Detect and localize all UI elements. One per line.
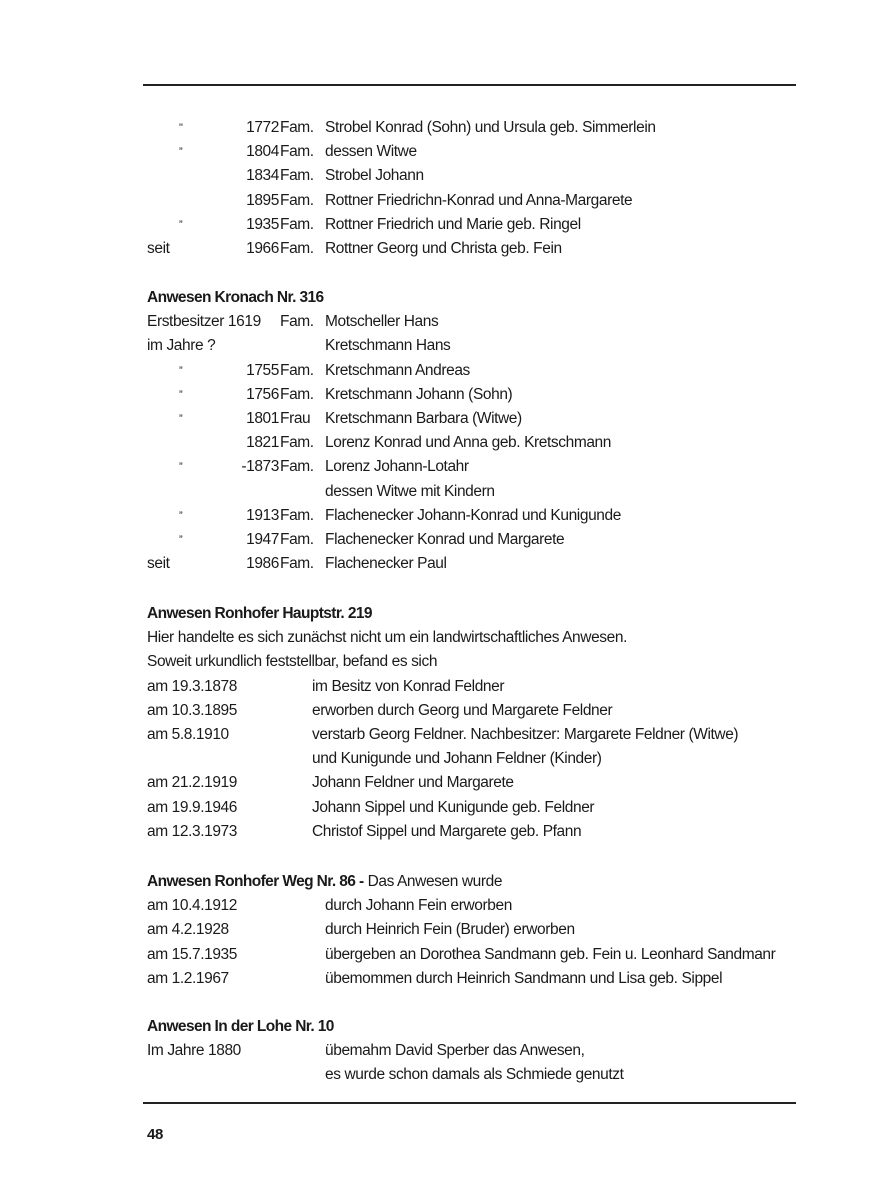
row-year: 1986: [246, 555, 279, 573]
row-text: Johann Sippel und Kunigunde geb. Feldner: [312, 798, 595, 816]
section-heading: Anwesen Ronhofer Weg Nr. 86 -: [147, 873, 364, 890]
row-text: Rottner Georg und Christa geb. Fein: [325, 239, 562, 257]
ditto-mark: ”: [179, 509, 183, 522]
text-line: [147, 967, 807, 991]
text-line: [147, 894, 807, 918]
ditto-mark: ”: [179, 461, 183, 474]
row-text: Kretschmann Hans: [325, 337, 451, 355]
section-in-der-lohe-10: [147, 1015, 807, 1088]
text-line: [147, 504, 807, 528]
ditto-mark: ”: [179, 533, 183, 546]
row-title: Fam.: [280, 458, 314, 476]
row-date: am 19.3.1878: [147, 677, 237, 695]
text-line: [147, 1039, 807, 1063]
row-year: 1935: [246, 215, 279, 233]
row-date: am 19.9.1946: [147, 798, 237, 816]
section-heading: Anwesen Ronhofer Hauptstr. 219: [147, 605, 372, 622]
row-title: Frau: [280, 409, 311, 427]
row-year: 1834: [246, 167, 279, 185]
row-year: 1895: [246, 191, 279, 209]
text-line: [147, 747, 807, 771]
text-line: [147, 528, 807, 552]
text-line: [147, 626, 807, 650]
row-year: 1756: [246, 385, 279, 403]
row-date: am 15.7.1935: [147, 945, 237, 963]
text-line: [147, 480, 807, 504]
row-text: Kretschmann Barbara (Witwe): [325, 409, 522, 427]
row-title: Fam.: [280, 191, 314, 209]
row-text: Flachenecker Johann-Konrad und Kunigunde: [325, 506, 621, 524]
ditto-mark: ”: [179, 388, 183, 401]
text-line: [147, 602, 807, 626]
row-year: 1772: [246, 119, 279, 136]
row-text: durch Heinrich Fein (Bruder) erworben: [325, 921, 575, 939]
text-line: [147, 310, 807, 334]
row-text: Lorenz Johann-Lotahr: [325, 458, 469, 476]
row-title: Fam.: [280, 143, 314, 161]
row-text: Johann Feldner und Margarete: [312, 774, 514, 792]
row-text: und Kunigunde und Johann Feldner (Kinder): [312, 750, 602, 768]
row-date: Im Jahre 1880: [147, 1042, 241, 1060]
row-title: Fam.: [280, 530, 314, 548]
row-title: Fam.: [280, 434, 314, 452]
row-text: Flachenecker Paul: [325, 555, 447, 573]
text-line: [147, 723, 807, 747]
section-kronach-316: [147, 286, 807, 576]
row-label: seit: [147, 555, 170, 573]
text-line: [147, 189, 807, 213]
row-title: Fam.: [280, 119, 314, 136]
row-date: am 1.2.1967: [147, 969, 229, 987]
row-title: Fam.: [280, 215, 314, 233]
row-text: im Besitz von Konrad Feldner: [312, 677, 505, 695]
row-text: Christof Sippel und Margarete geb. Pfann: [312, 822, 582, 840]
text-line: [147, 383, 807, 407]
row-title: Fam.: [280, 385, 314, 403]
text-line: [147, 771, 807, 795]
row-text: übemommen durch Heinrich Sandmann und Lisa geb. Sippel: [325, 969, 723, 987]
section-ownership-list: [147, 116, 807, 261]
row-text: Rottner Friedrichn-Konrad und Anna-Margarete: [325, 191, 633, 209]
text-line: [147, 870, 807, 894]
row-year: -1873: [241, 458, 279, 476]
row-year: 1755: [246, 361, 279, 379]
text-line: [147, 1015, 807, 1039]
heading-continuation: Das Anwesen wurde: [367, 873, 503, 890]
row-text: dessen Witwe: [325, 143, 417, 161]
row-title: Fam.: [280, 167, 314, 185]
row-label: Erstbesitzer 1619: [147, 313, 261, 331]
text-line: [147, 820, 807, 844]
text-line: [147, 407, 807, 431]
row-text: durch Johann Fein erworben: [325, 897, 512, 915]
row-text: übergeben an Dorothea Sandmann geb. Fein u. Leonhard Sandmanr: [325, 945, 776, 963]
row-title: Fam.: [280, 239, 314, 257]
row-date: am 10.3.1895: [147, 701, 237, 719]
row-text: Strobel Konrad (Sohn) und Ursula geb. Simmerlein: [325, 119, 656, 136]
ditto-mark: ”: [179, 146, 183, 159]
row-year: 1821: [246, 434, 279, 452]
row-text: verstarb Georg Feldner. Nachbesitzer: Margarete Feldner (Witwe): [312, 725, 739, 743]
row-text: übemahm David Sperber das Anwesen,: [325, 1042, 585, 1060]
row-title: Fam.: [280, 555, 314, 573]
row-text: Kretschmann Johann (Sohn): [325, 385, 513, 403]
text-line: [147, 359, 807, 383]
section-heading: Anwesen Kronach Nr. 316: [147, 289, 324, 306]
text-line: [147, 650, 807, 674]
text-line: [147, 918, 807, 942]
row-title: Fam.: [280, 361, 314, 379]
section-ronhofer-weg-86: [147, 870, 807, 991]
row-date: am 10.4.1912: [147, 897, 237, 915]
text-line: [147, 237, 807, 261]
page-number: 48: [147, 1126, 163, 1143]
row-text: erworben durch Georg und Margarete Feldner: [312, 701, 613, 719]
text-line: [147, 943, 807, 967]
text-line: [147, 552, 807, 576]
row-label: im Jahre ?: [147, 337, 216, 355]
intro-text: Soweit urkundlich feststellbar, befand es sich: [147, 653, 438, 671]
row-date: am 21.2.1919: [147, 774, 237, 792]
text-line: [147, 164, 807, 188]
row-text: es wurde schon damals als Schmiede genutzt: [325, 1066, 624, 1084]
row-year: 1966: [246, 239, 279, 257]
ditto-mark: ": [179, 122, 183, 134]
text-line: [147, 455, 807, 479]
row-year: 1801: [246, 409, 279, 427]
intro-text: Hier handelte es sich zunächst nicht um ein landwirtschaftliches Anwesen.: [147, 629, 627, 647]
row-text: dessen Witwe mit Kindern: [325, 482, 495, 500]
text-line: [147, 213, 807, 237]
row-date: am 4.2.1928: [147, 921, 229, 939]
text-line: [147, 699, 807, 723]
row-text: Rottner Friedrich und Marie geb. Ringel: [325, 215, 581, 233]
row-text: Motscheller Hans: [325, 313, 439, 331]
text-line: [147, 116, 807, 140]
text-line: [147, 334, 807, 358]
section-heading: Anwesen In der Lohe Nr. 10: [147, 1018, 334, 1035]
ditto-mark: ”: [179, 364, 183, 377]
row-title: Fam.: [280, 506, 314, 524]
row-text: Flachenecker Konrad und Margarete: [325, 530, 565, 548]
text-line: [147, 1063, 807, 1087]
row-date: am 12.3.1973: [147, 822, 237, 840]
text-line: [147, 675, 807, 699]
row-label: seit: [147, 239, 170, 257]
ditto-mark: ”: [179, 412, 183, 425]
ditto-mark: ”: [179, 218, 183, 231]
section-ronhofer-hauptstr-219: [147, 602, 807, 844]
text-line: [147, 796, 807, 820]
row-year: 1804: [246, 143, 279, 161]
text-line: [147, 140, 807, 164]
row-year: 1947: [246, 530, 279, 548]
row-date: am 5.8.1910: [147, 725, 229, 743]
bottom-rule: [143, 1102, 796, 1104]
top-rule: [143, 84, 796, 86]
text-line: [147, 431, 807, 455]
text-line: [147, 286, 807, 310]
row-text: Lorenz Konrad und Anna geb. Kretschmann: [325, 434, 611, 452]
row-title: Fam.: [280, 313, 314, 331]
row-text: Strobel Johann: [325, 167, 424, 185]
row-year: 1913: [246, 506, 279, 524]
row-text: Kretschmann Andreas: [325, 361, 470, 379]
